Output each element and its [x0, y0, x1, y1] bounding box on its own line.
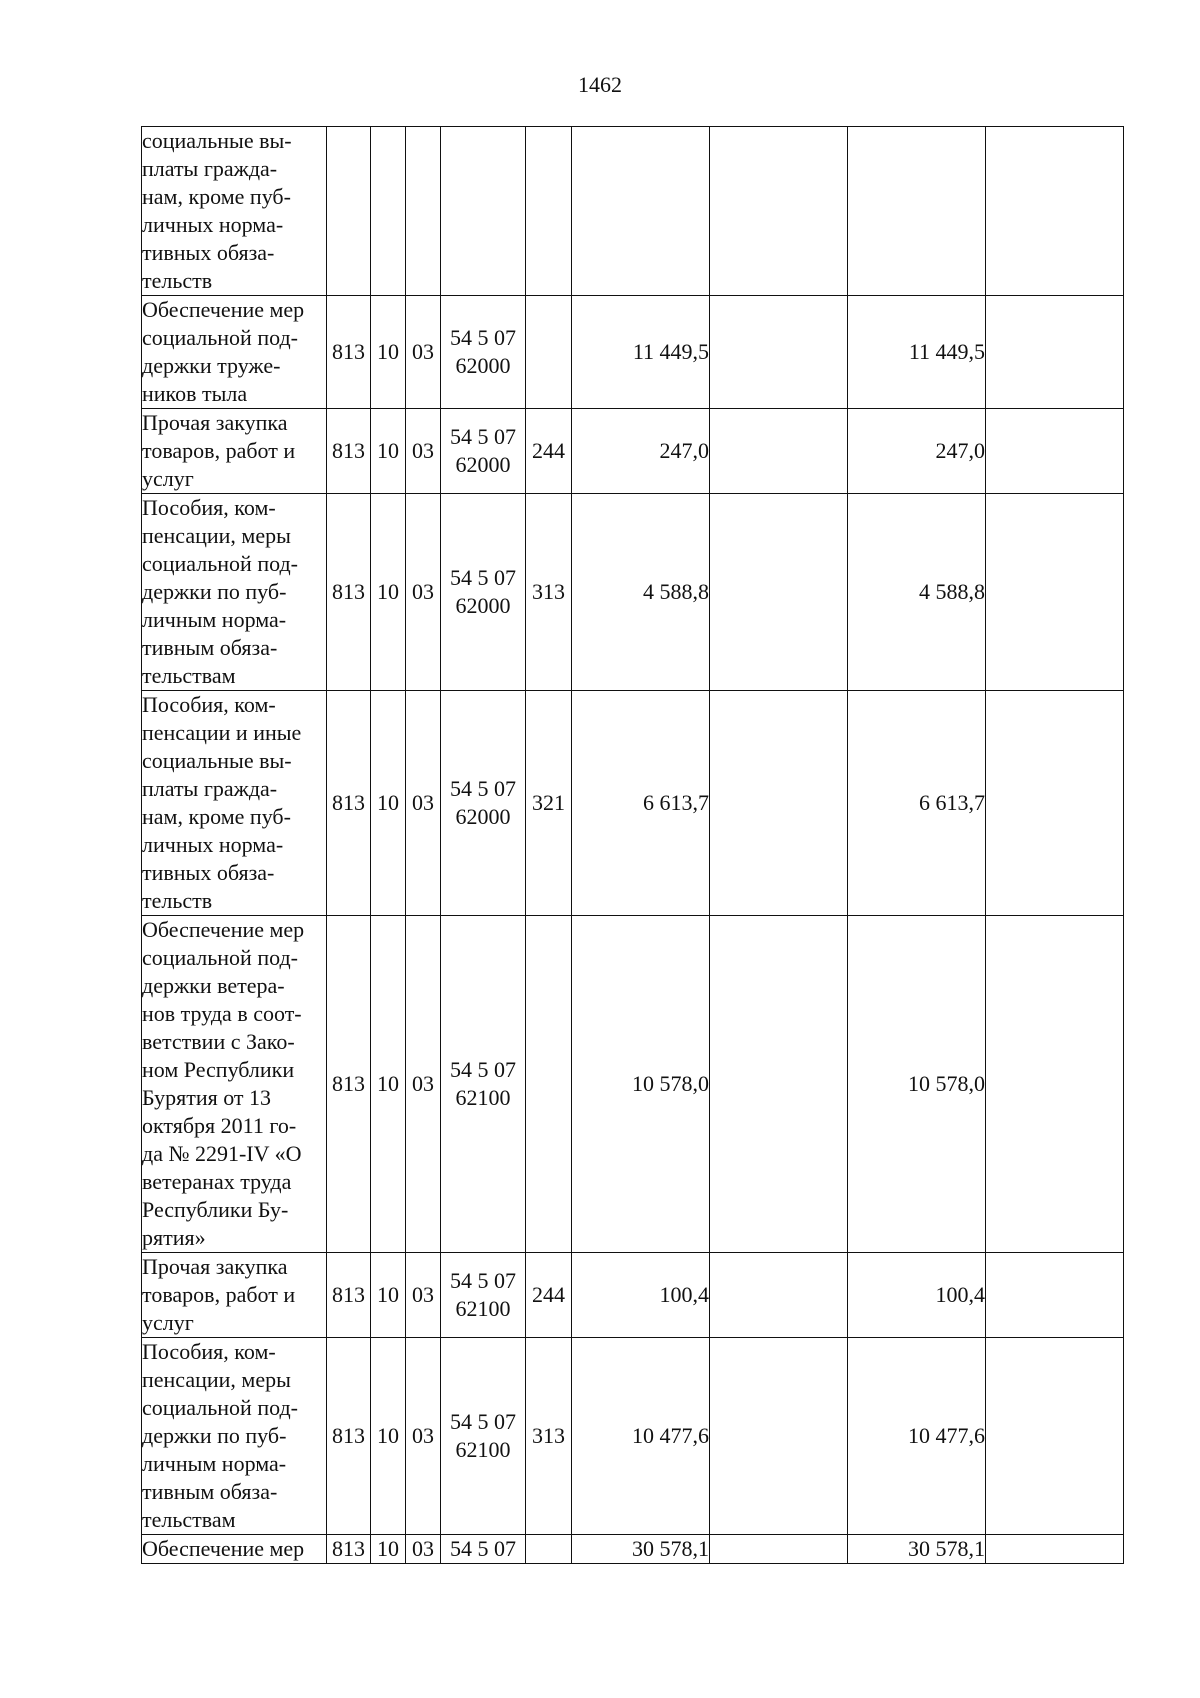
table-row	[142, 1253, 1124, 1338]
row-name-cell	[142, 1253, 327, 1338]
sum-cell-2: 4 588,8	[848, 494, 986, 691]
ved-cell: 813	[327, 1253, 371, 1338]
sum-cell-1: 4 588,8	[572, 494, 710, 691]
sum-cell-1: 100,4	[572, 1253, 710, 1338]
csr-cell	[441, 127, 526, 296]
row-name-line: услуг	[142, 1310, 194, 1335]
row-name-line: Республики Бу-	[142, 1197, 289, 1222]
row-name-line: пенсации и иные	[142, 720, 302, 745]
rz-cell: 10	[371, 296, 406, 409]
rz-cell: 10	[371, 409, 406, 494]
sum-cell-1: 11 449,5	[572, 296, 710, 409]
csr-line: 54 5 07	[450, 1057, 516, 1082]
row-name-line: услуг	[142, 466, 194, 491]
row-name-line: тивным обяза-	[142, 635, 278, 660]
empty-cell	[986, 1253, 1124, 1338]
row-name-line: ветеранах труда	[142, 1169, 292, 1194]
row-name-line: октября 2011 го-	[142, 1113, 297, 1138]
vr-cell	[526, 127, 572, 296]
rz-cell: 10	[371, 691, 406, 916]
rz-cell: 10	[371, 1338, 406, 1535]
pr-cell: 03	[406, 916, 441, 1253]
csr-cell	[441, 1535, 526, 1564]
row-name-line: держки труже-	[142, 353, 281, 378]
rz-cell: 10	[371, 1253, 406, 1338]
csr-line: 62100	[455, 1437, 511, 1462]
ved-cell	[327, 127, 371, 296]
row-name-line: Обеспечение мер	[142, 297, 305, 322]
row-name-cell	[142, 1338, 327, 1535]
empty-cell	[710, 127, 848, 296]
row-name-line: нов труда в соот-	[142, 1001, 302, 1026]
row-name-line: ном Республики	[142, 1057, 295, 1082]
page-number: 1462	[578, 72, 622, 97]
ved-cell: 813	[327, 409, 371, 494]
row-name-line: личных норма-	[142, 832, 284, 857]
row-name-line: Обеспечение мер	[142, 1536, 305, 1561]
row-name-cell	[142, 127, 327, 296]
row-name-cell	[142, 296, 327, 409]
sum-cell-1: 6 613,7	[572, 691, 710, 916]
sum-cell-2: 247,0	[848, 409, 986, 494]
csr-cell	[441, 409, 526, 494]
row-name-line: Бурятия от 13	[142, 1085, 272, 1110]
csr-line: 54 5 07	[450, 325, 516, 350]
row-name-line: Прочая закупка	[142, 410, 288, 435]
csr-cell	[441, 1253, 526, 1338]
rz-cell	[371, 127, 406, 296]
empty-cell	[710, 1535, 848, 1564]
csr-line: 54 5 07	[450, 1409, 516, 1434]
vr-cell: 313	[526, 494, 572, 691]
row-name-cell	[142, 494, 327, 691]
csr-cell	[441, 691, 526, 916]
row-name-line: ников тыла	[142, 381, 248, 406]
csr-line: 62100	[455, 1296, 511, 1321]
row-name-line: социальной под-	[142, 1395, 298, 1420]
row-name-line: держки ветера-	[142, 973, 285, 998]
csr-line: 54 5 07	[450, 424, 516, 449]
row-name-line: платы гражда-	[142, 776, 278, 801]
csr-line: 62000	[455, 353, 511, 378]
vr-cell: 244	[526, 409, 572, 494]
empty-cell	[710, 691, 848, 916]
sum-cell-2: 11 449,5	[848, 296, 986, 409]
sum-cell-2	[848, 127, 986, 296]
empty-cell	[710, 409, 848, 494]
sum-cell-2: 6 613,7	[848, 691, 986, 916]
row-name-cell	[142, 1535, 327, 1564]
rz-cell: 10	[371, 916, 406, 1253]
rz-cell: 10	[371, 494, 406, 691]
row-name-line: социальной под-	[142, 325, 298, 350]
empty-cell	[986, 409, 1124, 494]
row-name-cell	[142, 916, 327, 1253]
row-name-line: социальные вы-	[142, 748, 292, 773]
vr-cell	[526, 296, 572, 409]
row-name-line: товаров, работ и	[142, 438, 296, 463]
empty-cell	[710, 1253, 848, 1338]
row-name-line: пенсации, меры	[142, 523, 291, 548]
row-name-line: социальные вы-	[142, 128, 292, 153]
ved-cell: 813	[327, 916, 371, 1253]
empty-cell	[986, 1338, 1124, 1535]
empty-cell	[710, 296, 848, 409]
row-name-line: тивных обяза-	[142, 860, 275, 885]
row-name-line: тельств	[142, 268, 213, 293]
vr-cell	[526, 916, 572, 1253]
pr-cell: 03	[406, 409, 441, 494]
empty-cell	[986, 691, 1124, 916]
table-row	[142, 691, 1124, 916]
sum-cell-1	[572, 127, 710, 296]
row-name-line: личным норма-	[142, 1451, 287, 1476]
empty-cell	[710, 916, 848, 1253]
vr-cell: 244	[526, 1253, 572, 1338]
empty-cell	[710, 494, 848, 691]
sum-cell-1: 30 578,1	[572, 1535, 710, 1564]
ved-cell: 813	[327, 691, 371, 916]
sum-cell-1: 247,0	[572, 409, 710, 494]
ved-cell: 813	[327, 1535, 371, 1564]
empty-cell	[986, 916, 1124, 1253]
pr-cell: 03	[406, 1253, 441, 1338]
row-name-line: личным норма-	[142, 607, 287, 632]
row-name-line: тельствам	[142, 1507, 236, 1532]
csr-line: 54 5 07	[450, 1268, 516, 1293]
empty-cell	[986, 127, 1124, 296]
row-name-line: тельств	[142, 888, 213, 913]
sum-cell-2: 10 477,6	[848, 1338, 986, 1535]
rz-cell: 10	[371, 1535, 406, 1564]
row-name-line: держки по пуб-	[142, 1423, 287, 1448]
vr-cell: 321	[526, 691, 572, 916]
row-name-line: ветствии с Зако-	[142, 1029, 295, 1054]
row-name-cell	[142, 409, 327, 494]
csr-line: 62000	[455, 452, 511, 477]
csr-cell	[441, 494, 526, 691]
row-name-line: тивных обяза-	[142, 240, 275, 265]
sum-cell-2: 10 578,0	[848, 916, 986, 1253]
row-name-line: социальной под-	[142, 945, 298, 970]
table-row	[142, 1338, 1124, 1535]
ved-cell: 813	[327, 494, 371, 691]
row-name-line: личных норма-	[142, 212, 284, 237]
csr-line: 62100	[455, 1085, 511, 1110]
csr-cell	[441, 296, 526, 409]
vr-cell: 313	[526, 1338, 572, 1535]
row-name-line: да № 2291-IV «О	[142, 1141, 302, 1166]
row-name-line: нам, кроме пуб-	[142, 804, 291, 829]
csr-cell	[441, 1338, 526, 1535]
row-name-line: держки по пуб-	[142, 579, 287, 604]
empty-cell	[986, 494, 1124, 691]
table-row	[142, 409, 1124, 494]
row-name-cell	[142, 691, 327, 916]
table-row	[142, 494, 1124, 691]
row-name-line: тельствам	[142, 663, 236, 688]
row-name-line: Обеспечение мер	[142, 917, 305, 942]
row-name-line: Пособия, ком-	[142, 692, 276, 717]
csr-line: 54 5 07	[450, 1536, 516, 1561]
ved-cell: 813	[327, 1338, 371, 1535]
csr-line: 62000	[455, 804, 511, 829]
budget-table	[141, 126, 1124, 1564]
row-name-line: Прочая закупка	[142, 1254, 288, 1279]
sum-cell-1: 10 477,6	[572, 1338, 710, 1535]
pr-cell: 03	[406, 296, 441, 409]
csr-line: 54 5 07	[450, 565, 516, 590]
pr-cell	[406, 127, 441, 296]
empty-cell	[710, 1338, 848, 1535]
row-name-line: рятия»	[142, 1225, 206, 1250]
row-name-line: Пособия, ком-	[142, 495, 276, 520]
csr-line: 62000	[455, 593, 511, 618]
empty-cell	[986, 296, 1124, 409]
row-name-line: нам, кроме пуб-	[142, 184, 291, 209]
pr-cell: 03	[406, 494, 441, 691]
table-row	[142, 1535, 1124, 1564]
pr-cell: 03	[406, 1535, 441, 1564]
row-name-line: Пособия, ком-	[142, 1339, 276, 1364]
table-row	[142, 296, 1124, 409]
ved-cell: 813	[327, 296, 371, 409]
sum-cell-2: 100,4	[848, 1253, 986, 1338]
row-name-line: товаров, работ и	[142, 1282, 296, 1307]
vr-cell	[526, 1535, 572, 1564]
row-name-line: тивным обяза-	[142, 1479, 278, 1504]
table-row	[142, 916, 1124, 1253]
sum-cell-2: 30 578,1	[848, 1535, 986, 1564]
row-name-line: платы гражда-	[142, 156, 278, 181]
pr-cell: 03	[406, 691, 441, 916]
table-row	[142, 127, 1124, 296]
sum-cell-1: 10 578,0	[572, 916, 710, 1253]
row-name-line: пенсации, меры	[142, 1367, 291, 1392]
csr-cell	[441, 916, 526, 1253]
row-name-line: социальной под-	[142, 551, 298, 576]
csr-line: 54 5 07	[450, 776, 516, 801]
pr-cell: 03	[406, 1338, 441, 1535]
empty-cell	[986, 1535, 1124, 1564]
